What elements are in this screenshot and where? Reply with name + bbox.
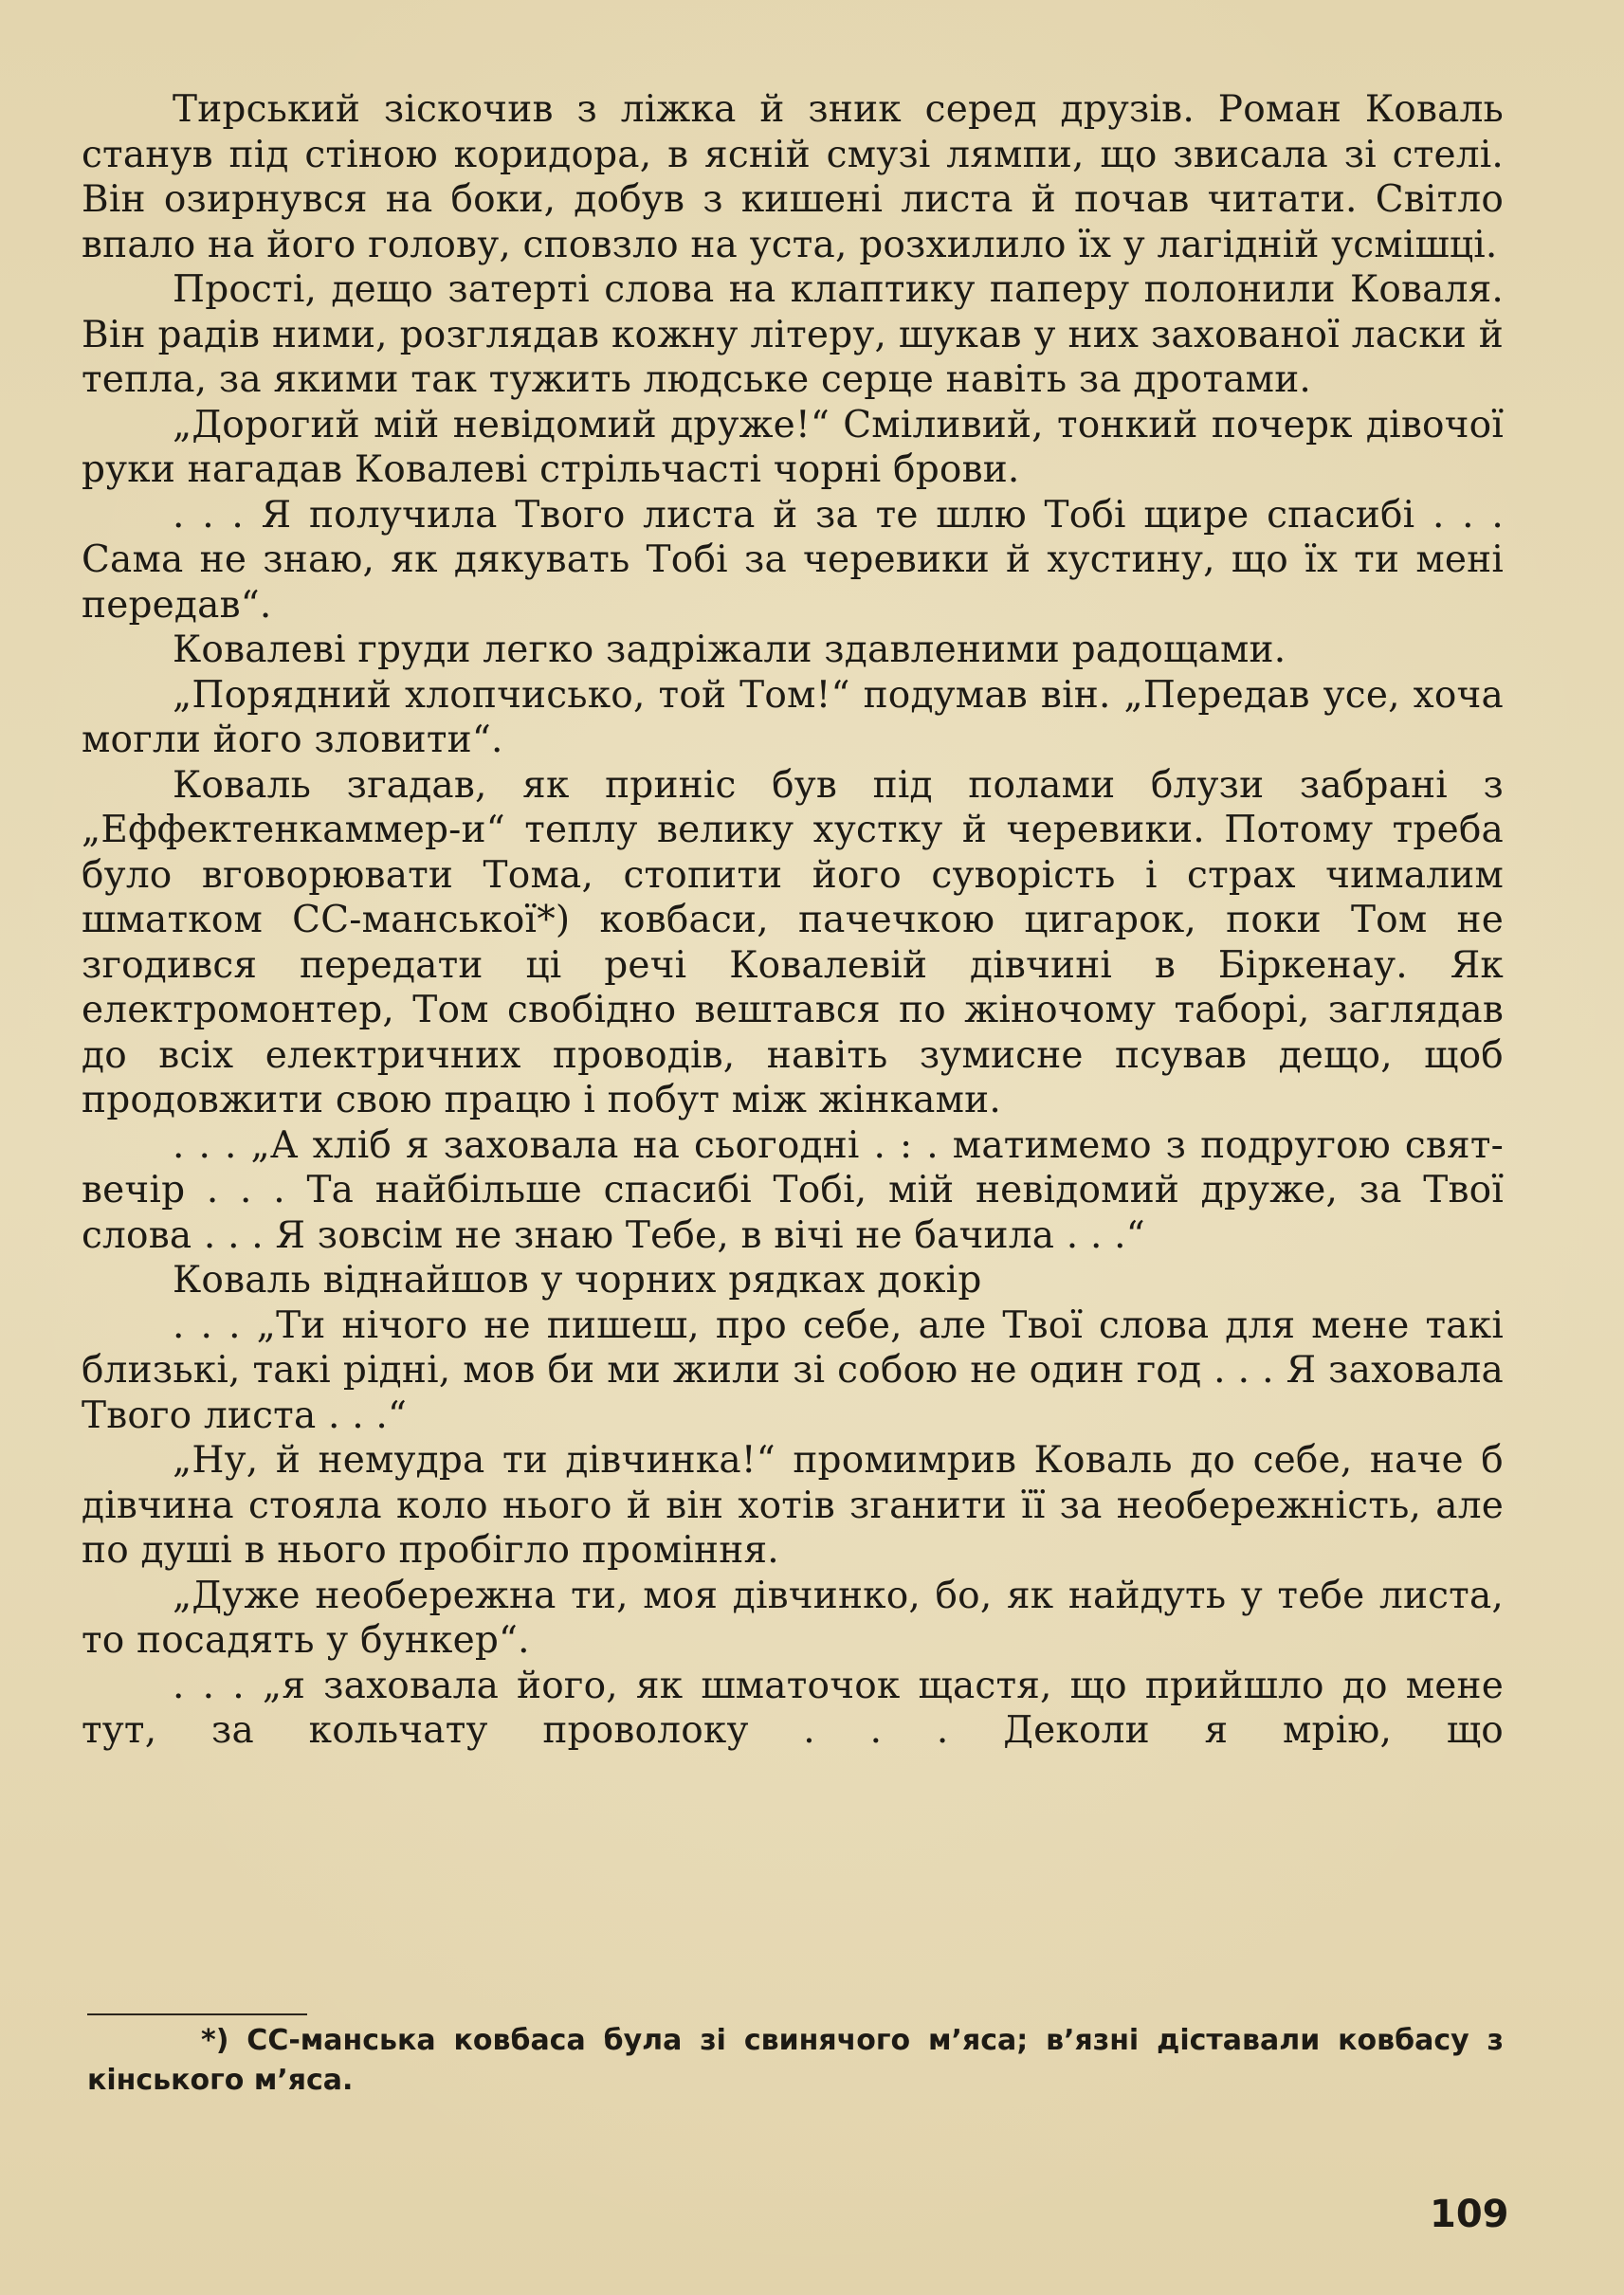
paragraph: Тирський зіскочив з ліжка й зник серед друзів. Роман Коваль станув під стіною коридора, в ясній смузі лямпи, що звисала зі стелі. Він озирнувся на боки, добув з кишені листа й почав читати. Світло впало на його голову, сповзло на уста, розхилило їх у лагідній усмішці. (82, 88, 1504, 266)
paragraph: Прості, дещо затерті слова на клаптику паперу полонили Коваля. Він радів ними, розглядав кожну літеру, шукав у них захованої ласки й тепла, за якими так тужить людське серце навіть за дротами. (82, 268, 1504, 401)
main-text (82, 87, 1504, 1754)
paragraph: Ковалеві груди легко задрiжали здавленими радощами. (173, 628, 1286, 671)
paragraph: „Дуже необережна ти, моя дівчинко, бо, як найдуть у тебе листа, то посадять у бункер“. (82, 1574, 1504, 1662)
paragraph: . . . Я получила Твого листа й за те шлю Тобі щире спасибі . . . Сама не знаю, як дякувать Тобі за черевики й хустину, що їх ти мені передав“. (82, 493, 1504, 627)
paragraph: Коваль згадав, як приніс був під полами блузи забрані з „Еффектенкаммер-и“ теплу велику хустку й черевики. Потому треба було вговорювати Тома, стопити його суворість і страх чималим шматком СС-манської*) ковбаси, пачечкою цигарок, поки Том не згодився передати ці речі Ковалевій дівчині в Біркенау. Як електромонтер, Том свобідно вештався по жіночому таборі, заглядав до всіх електричних проводів, навіть зумисне псував дещо, щоб продовжити свою працю і побут між жінками. (82, 763, 1504, 1121)
paragraph: „Ну, й немудра ти дівчинка!“ промимрив Коваль до себе, наче б дівчина стояла коло нього й він хотів зганити її за необережність, але по душі в нього пробігло проміння. (82, 1439, 1504, 1572)
paragraph: . . . „Ти нічого не пишеш, про себе, але Твої слова для мене такі близькі, такі рідні, мов би ми жили зі собою не один год . . . Я заховала Твого листа . . .“ (82, 1303, 1504, 1437)
page-number: 109 (1430, 2193, 1509, 2236)
paragraph: . . . „я заховала його, як шматочок щастя, що прийшло до мене тут, за кольчату проволоку . . . Деколи я мрію, що (82, 1664, 1504, 1752)
paragraph: „Порядний хлопчисько, той Том!“ подумав він. „Передав усе, хоча могли його зловити“. (82, 673, 1504, 761)
footnote: *) СС-манська ковбаса була зі свинячого м’яса; в’язні діставали ковбасу з кінського м’яса. (87, 2024, 1504, 2097)
footnote-divider (87, 2013, 307, 2015)
paragraph: Коваль віднайшов у чорних рядках докір (173, 1259, 982, 1302)
paragraph: . . . „А хліб я заховала на сьогодні . : . матимемо з подругою свят-вечір . . . Та найбільше спасибі Тобі, мій невідомий друже, за Твої слова . . . Я зовсім не знаю Тебе, в вічі не бачила . . .“ (82, 1123, 1504, 1257)
paragraph: „Дорогий мій невідомий друже!“ Сміливий, тонкий почерк дівочої руки нагадав Ковалеві стрільчасті чорні брови. (82, 403, 1504, 491)
